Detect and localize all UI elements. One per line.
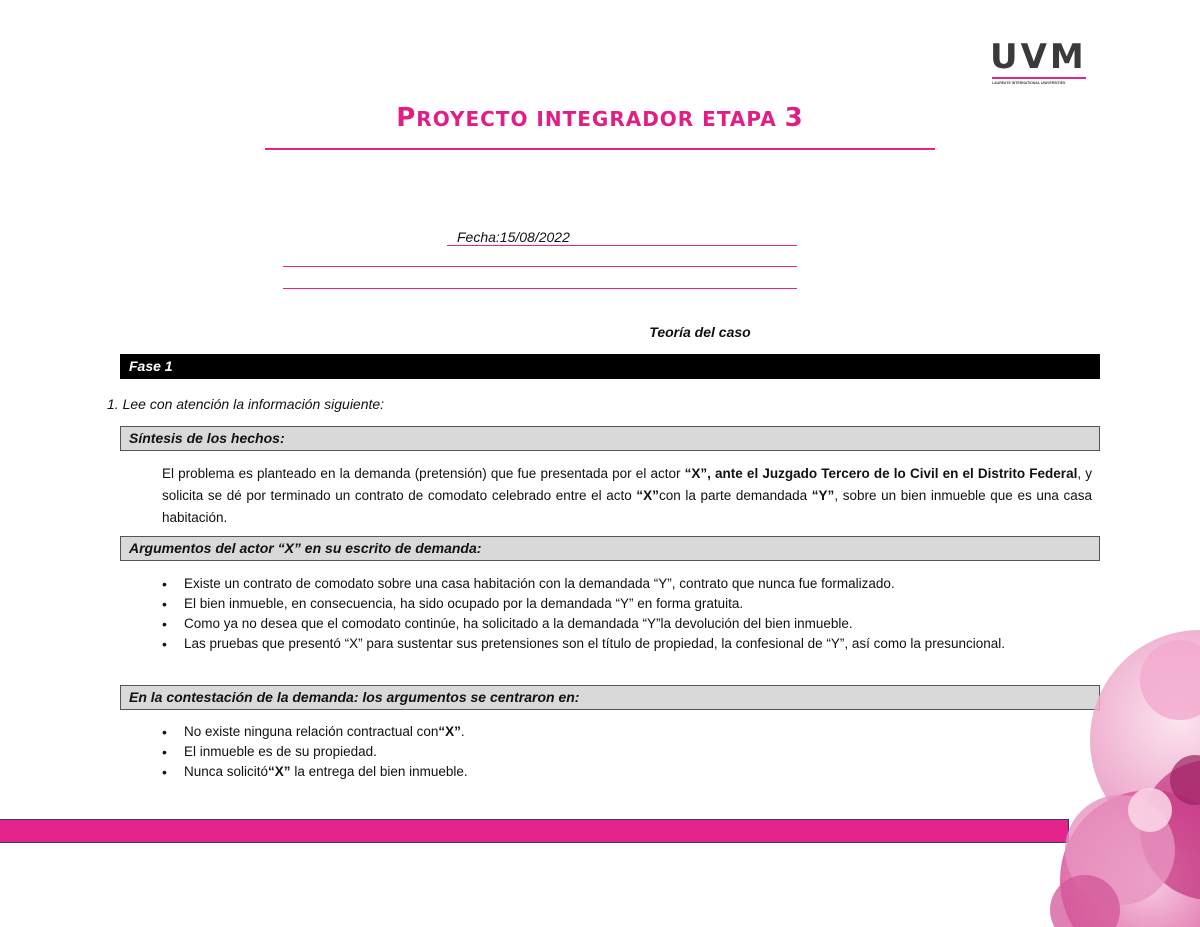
section-subtitle (0, 324, 1200, 340)
title-rest: ROYECTO INTEGRADOR ETAPA (416, 107, 777, 131)
list-item: • Las pruebas que presentó “X” para sustentar sus pretensiones son el título de propiedad, la confesional de “Y”, así como la presuncional. (162, 634, 1092, 654)
footer-bar (0, 819, 1069, 843)
title-first-letter: P (396, 103, 417, 133)
logo-subtitle: LAUREATE INTERNATIONAL UNIVERSITIES (992, 81, 1066, 85)
list-item: • El inmueble es de su propiedad. (162, 742, 1092, 762)
list-item: • Existe un contrato de comodato sobre una casa habitación con la demandada “Y”, contrato que nunca fue formalizado. (162, 574, 1092, 594)
response-arguments-list (162, 722, 1092, 782)
para-text-3: con la parte demandada (658, 488, 812, 503)
logo-text: UVM (990, 37, 1087, 77)
para-text-1: El problema es planteado en la demanda (pretensión) que fue presentada por el actor (162, 466, 685, 481)
actor-arguments-heading: Argumentos del actor “X” en su escrito de demanda: (120, 536, 1100, 561)
blank-line-2 (283, 288, 797, 289)
actor-arguments-list (162, 574, 1092, 654)
list-item: • El bien inmueble, en consecuencia, ha sido ocupado por la demandada “Y” en forma gratuita. (162, 594, 1092, 614)
response-arguments-heading: En la contestación de la demanda: los argumentos se centraron en: (120, 685, 1100, 710)
para-bold-2: “X” (636, 488, 659, 503)
date-line (447, 245, 797, 246)
para-text-2: , y solicita se dé por terminado un contrato de comodato celebrado entre el acto (162, 466, 1092, 503)
para-bold-3: “Y” (811, 488, 835, 503)
uvm-logo (990, 37, 1090, 86)
title-number: 3 (784, 103, 804, 133)
para-bold-1: “X”, ante el Juzgado Tercero de lo Civil en el Distrito Federal (684, 466, 1078, 481)
subtitle-text: Teoría del caso (649, 324, 751, 340)
synthesis-heading: Síntesis de los hechos: (120, 426, 1100, 451)
logo-bar (992, 77, 1086, 79)
date-field: Fecha:15/08/2022 (457, 229, 570, 245)
decorative-flower-graphic (1000, 620, 1200, 927)
blank-line-1 (283, 266, 797, 267)
title-underline (265, 148, 935, 150)
list-item: • Como ya no desea que el comodato continúe, ha solicitado a la demandada “Y”la devolución del bien inmueble. (162, 614, 1092, 634)
page-title (0, 103, 1200, 133)
instruction-text: 1. Lee con atención la información siguiente: (107, 396, 385, 412)
para-text-4: , sobre un bien inmueble que es una casa habitación. (162, 488, 1092, 525)
phase-header: Fase 1 (120, 354, 1100, 379)
list-item: • Nunca solicitó“X” la entrega del bien inmueble. (162, 762, 1092, 782)
synthesis-paragraph (162, 463, 1092, 529)
list-item: • No existe ninguna relación contractual con“X”. (162, 722, 1092, 742)
